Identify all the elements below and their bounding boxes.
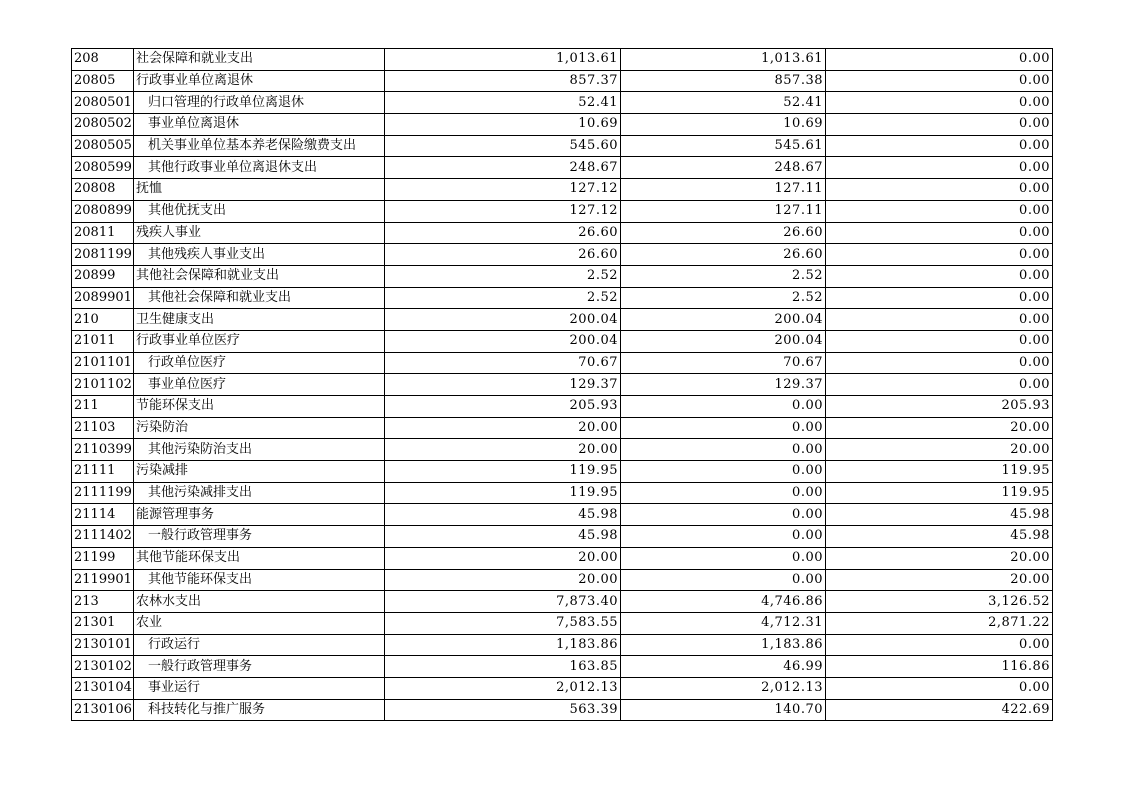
row-code: 2101102 xyxy=(72,374,134,396)
row-basic: 545.61 xyxy=(621,135,826,157)
row-project: 205.93 xyxy=(826,396,1053,418)
row-name: 机关事业单位基本养老保险缴费支出 xyxy=(134,135,385,157)
row-total: 2,012.13 xyxy=(385,677,621,699)
row-total: 563.39 xyxy=(385,699,621,721)
row-total: 26.60 xyxy=(385,222,621,244)
row-name: 农林水支出 xyxy=(134,591,385,613)
row-name: 抚恤 xyxy=(134,179,385,201)
row-name: 其他优抚支出 xyxy=(134,200,385,222)
row-basic: 0.00 xyxy=(621,547,826,569)
budget-table xyxy=(71,48,1053,721)
table-row xyxy=(72,439,1053,461)
row-name: 一般行政管理事务 xyxy=(134,526,385,548)
row-name: 农业 xyxy=(134,612,385,634)
row-project: 0.00 xyxy=(826,244,1053,266)
table-row xyxy=(72,244,1053,266)
row-name: 节能环保支出 xyxy=(134,396,385,418)
row-name: 污染防治 xyxy=(134,417,385,439)
table-row xyxy=(72,92,1053,114)
row-name: 事业运行 xyxy=(134,677,385,699)
row-basic: 0.00 xyxy=(621,504,826,526)
row-basic: 2,012.13 xyxy=(621,677,826,699)
row-name: 归口管理的行政单位离退休 xyxy=(134,92,385,114)
row-name: 事业单位医疗 xyxy=(134,374,385,396)
row-basic: 0.00 xyxy=(621,461,826,483)
row-name: 残疾人事业 xyxy=(134,222,385,244)
row-project: 0.00 xyxy=(826,70,1053,92)
row-project: 0.00 xyxy=(826,157,1053,179)
row-basic: 2.52 xyxy=(621,265,826,287)
row-project: 119.95 xyxy=(826,461,1053,483)
row-basic: 4,712.31 xyxy=(621,612,826,634)
row-project: 116.86 xyxy=(826,656,1053,678)
row-project: 0.00 xyxy=(826,114,1053,136)
row-project: 0.00 xyxy=(826,309,1053,331)
row-project: 20.00 xyxy=(826,417,1053,439)
table-row xyxy=(72,157,1053,179)
row-basic: 26.60 xyxy=(621,222,826,244)
row-basic: 0.00 xyxy=(621,396,826,418)
row-project: 0.00 xyxy=(826,677,1053,699)
row-code: 2130106 xyxy=(72,699,134,721)
row-name: 行政单位医疗 xyxy=(134,352,385,374)
row-total: 2.52 xyxy=(385,265,621,287)
row-project: 2,871.22 xyxy=(826,612,1053,634)
row-code: 2130104 xyxy=(72,677,134,699)
row-code: 21301 xyxy=(72,612,134,634)
row-code: 2130101 xyxy=(72,634,134,656)
row-project: 0.00 xyxy=(826,222,1053,244)
row-project: 3,126.52 xyxy=(826,591,1053,613)
row-name: 能源管理事务 xyxy=(134,504,385,526)
row-total: 248.67 xyxy=(385,157,621,179)
row-name: 其他节能环保支出 xyxy=(134,569,385,591)
table-row xyxy=(72,70,1053,92)
row-basic: 248.67 xyxy=(621,157,826,179)
row-project: 20.00 xyxy=(826,439,1053,461)
row-basic: 129.37 xyxy=(621,374,826,396)
row-basic: 0.00 xyxy=(621,439,826,461)
row-code: 2080599 xyxy=(72,157,134,179)
table-row xyxy=(72,461,1053,483)
row-basic: 2.52 xyxy=(621,287,826,309)
table-row xyxy=(72,352,1053,374)
row-code: 213 xyxy=(72,591,134,613)
row-basic: 0.00 xyxy=(621,482,826,504)
row-name: 行政事业单位离退休 xyxy=(134,70,385,92)
row-basic: 140.70 xyxy=(621,699,826,721)
row-code: 21199 xyxy=(72,547,134,569)
row-code: 2130102 xyxy=(72,656,134,678)
row-code: 2111199 xyxy=(72,482,134,504)
row-code: 2111402 xyxy=(72,526,134,548)
table-row xyxy=(72,591,1053,613)
row-code: 20808 xyxy=(72,179,134,201)
table-row xyxy=(72,114,1053,136)
row-name: 其他污染减排支出 xyxy=(134,482,385,504)
row-basic: 52.41 xyxy=(621,92,826,114)
table-row xyxy=(72,179,1053,201)
row-project: 422.69 xyxy=(826,699,1053,721)
table-row xyxy=(72,200,1053,222)
table-row xyxy=(72,222,1053,244)
row-name: 行政事业单位医疗 xyxy=(134,330,385,352)
row-code: 211 xyxy=(72,396,134,418)
table-row xyxy=(72,569,1053,591)
row-total: 200.04 xyxy=(385,309,621,331)
row-basic: 127.11 xyxy=(621,200,826,222)
row-code: 21011 xyxy=(72,330,134,352)
row-total: 20.00 xyxy=(385,439,621,461)
row-total: 7,583.55 xyxy=(385,612,621,634)
row-code: 20805 xyxy=(72,70,134,92)
row-code: 21103 xyxy=(72,417,134,439)
row-total: 205.93 xyxy=(385,396,621,418)
row-project: 0.00 xyxy=(826,179,1053,201)
row-code: 2080899 xyxy=(72,200,134,222)
row-code: 21111 xyxy=(72,461,134,483)
row-total: 1,013.61 xyxy=(385,49,621,71)
table-row xyxy=(72,612,1053,634)
table-row xyxy=(72,49,1053,71)
row-name: 一般行政管理事务 xyxy=(134,656,385,678)
row-total: 127.12 xyxy=(385,179,621,201)
row-name: 行政运行 xyxy=(134,634,385,656)
row-total: 45.98 xyxy=(385,526,621,548)
table-row xyxy=(72,287,1053,309)
row-basic: 4,746.86 xyxy=(621,591,826,613)
row-total: 10.69 xyxy=(385,114,621,136)
row-code: 2089901 xyxy=(72,287,134,309)
row-name: 其他行政事业单位离退休支出 xyxy=(134,157,385,179)
table-row xyxy=(72,374,1053,396)
row-basic: 127.11 xyxy=(621,179,826,201)
row-total: 119.95 xyxy=(385,461,621,483)
row-total: 119.95 xyxy=(385,482,621,504)
table-row xyxy=(72,265,1053,287)
table-row xyxy=(72,135,1053,157)
row-total: 163.85 xyxy=(385,656,621,678)
row-total: 45.98 xyxy=(385,504,621,526)
row-code: 2110399 xyxy=(72,439,134,461)
row-total: 129.37 xyxy=(385,374,621,396)
row-basic: 0.00 xyxy=(621,569,826,591)
row-project: 0.00 xyxy=(826,265,1053,287)
row-basic: 857.38 xyxy=(621,70,826,92)
row-total: 200.04 xyxy=(385,330,621,352)
row-basic: 1,013.61 xyxy=(621,49,826,71)
row-basic: 26.60 xyxy=(621,244,826,266)
table-row xyxy=(72,677,1053,699)
row-code: 2080502 xyxy=(72,114,134,136)
row-code: 208 xyxy=(72,49,134,71)
table-row xyxy=(72,656,1053,678)
row-basic: 200.04 xyxy=(621,330,826,352)
budget-table-body xyxy=(72,49,1053,721)
row-name: 其他残疾人事业支出 xyxy=(134,244,385,266)
row-code: 2119901 xyxy=(72,569,134,591)
table-row xyxy=(72,396,1053,418)
row-project: 0.00 xyxy=(826,634,1053,656)
row-name: 其他社会保障和就业支出 xyxy=(134,287,385,309)
row-total: 2.52 xyxy=(385,287,621,309)
row-code: 2101101 xyxy=(72,352,134,374)
row-total: 20.00 xyxy=(385,569,621,591)
row-basic: 46.99 xyxy=(621,656,826,678)
row-basic: 200.04 xyxy=(621,309,826,331)
row-name: 其他污染防治支出 xyxy=(134,439,385,461)
row-project: 0.00 xyxy=(826,330,1053,352)
row-project: 0.00 xyxy=(826,49,1053,71)
row-code: 2080501 xyxy=(72,92,134,114)
row-code: 21114 xyxy=(72,504,134,526)
table-row xyxy=(72,699,1053,721)
row-project: 0.00 xyxy=(826,352,1053,374)
table-row xyxy=(72,309,1053,331)
row-total: 26.60 xyxy=(385,244,621,266)
row-name: 科技转化与推广服务 xyxy=(134,699,385,721)
row-basic: 0.00 xyxy=(621,526,826,548)
row-project: 0.00 xyxy=(826,92,1053,114)
row-basic: 10.69 xyxy=(621,114,826,136)
row-total: 20.00 xyxy=(385,547,621,569)
row-total: 20.00 xyxy=(385,417,621,439)
row-project: 0.00 xyxy=(826,287,1053,309)
row-code: 210 xyxy=(72,309,134,331)
row-basic: 1,183.86 xyxy=(621,634,826,656)
row-code: 2080505 xyxy=(72,135,134,157)
row-total: 857.37 xyxy=(385,70,621,92)
row-name: 社会保障和就业支出 xyxy=(134,49,385,71)
row-code: 2081199 xyxy=(72,244,134,266)
row-name: 卫生健康支出 xyxy=(134,309,385,331)
row-project: 45.98 xyxy=(826,526,1053,548)
row-project: 20.00 xyxy=(826,547,1053,569)
row-code: 20899 xyxy=(72,265,134,287)
row-code: 20811 xyxy=(72,222,134,244)
table-row xyxy=(72,526,1053,548)
row-project: 45.98 xyxy=(826,504,1053,526)
row-name: 其他节能环保支出 xyxy=(134,547,385,569)
row-project: 0.00 xyxy=(826,374,1053,396)
table-row xyxy=(72,417,1053,439)
row-name: 污染减排 xyxy=(134,461,385,483)
row-name: 其他社会保障和就业支出 xyxy=(134,265,385,287)
row-basic: 0.00 xyxy=(621,417,826,439)
row-total: 7,873.40 xyxy=(385,591,621,613)
table-row xyxy=(72,504,1053,526)
row-project: 0.00 xyxy=(826,135,1053,157)
row-basic: 70.67 xyxy=(621,352,826,374)
row-total: 70.67 xyxy=(385,352,621,374)
table-row xyxy=(72,634,1053,656)
row-project: 0.00 xyxy=(826,200,1053,222)
row-project: 119.95 xyxy=(826,482,1053,504)
row-total: 52.41 xyxy=(385,92,621,114)
row-name: 事业单位离退休 xyxy=(134,114,385,136)
row-project: 20.00 xyxy=(826,569,1053,591)
table-row xyxy=(72,330,1053,352)
table-row xyxy=(72,547,1053,569)
row-total: 545.60 xyxy=(385,135,621,157)
row-total: 1,183.86 xyxy=(385,634,621,656)
row-total: 127.12 xyxy=(385,200,621,222)
table-row xyxy=(72,482,1053,504)
